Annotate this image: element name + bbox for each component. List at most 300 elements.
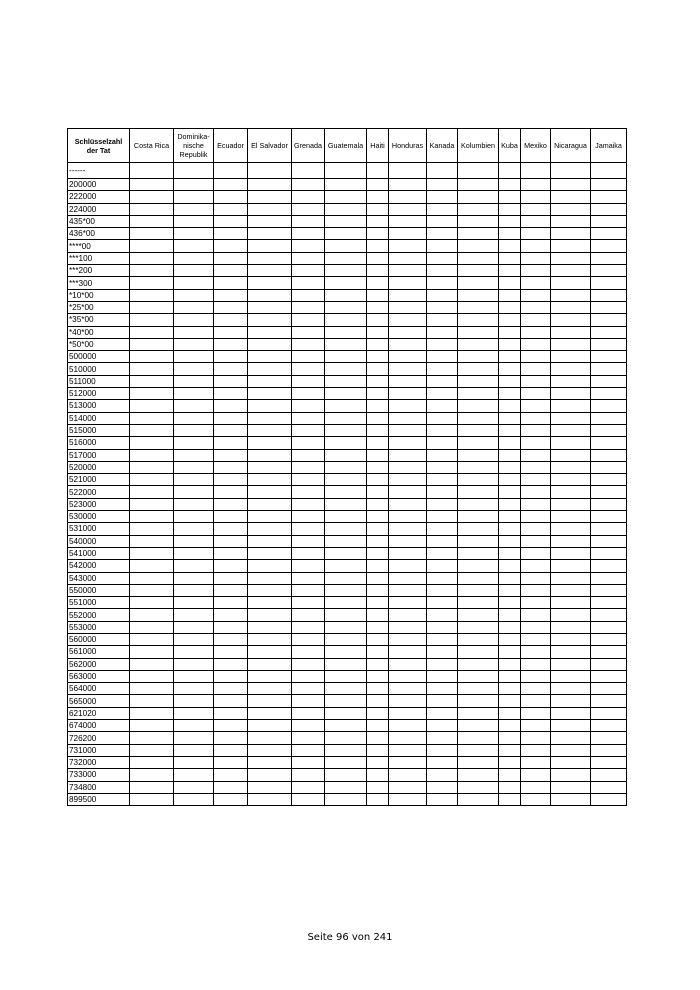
empty-cell bbox=[427, 351, 458, 363]
empty-cell bbox=[427, 289, 458, 301]
empty-cell bbox=[130, 486, 174, 498]
empty-cell bbox=[389, 720, 427, 732]
empty-cell bbox=[367, 301, 389, 313]
empty-cell bbox=[130, 314, 174, 326]
empty-cell bbox=[174, 609, 214, 621]
empty-cell bbox=[174, 486, 214, 498]
empty-cell bbox=[427, 511, 458, 523]
empty-cell bbox=[214, 769, 248, 781]
empty-cell bbox=[521, 240, 551, 252]
empty-cell bbox=[174, 163, 214, 179]
empty-cell bbox=[427, 670, 458, 682]
empty-cell bbox=[499, 449, 521, 461]
empty-cell bbox=[458, 461, 499, 473]
empty-cell bbox=[292, 646, 325, 658]
empty-cell bbox=[248, 388, 292, 400]
empty-cell bbox=[292, 609, 325, 621]
empty-cell bbox=[591, 609, 627, 621]
empty-cell bbox=[499, 695, 521, 707]
empty-cell bbox=[458, 670, 499, 682]
header-line: Ecuador bbox=[217, 141, 244, 150]
empty-cell bbox=[367, 584, 389, 596]
key-cell: 530000 bbox=[68, 511, 130, 523]
empty-cell bbox=[130, 301, 174, 313]
empty-cell bbox=[458, 265, 499, 277]
empty-cell bbox=[551, 560, 591, 572]
key-cell: ***300 bbox=[68, 277, 130, 289]
empty-cell bbox=[248, 560, 292, 572]
key-cell: 731000 bbox=[68, 744, 130, 756]
empty-cell bbox=[367, 228, 389, 240]
empty-cell bbox=[521, 301, 551, 313]
empty-cell bbox=[499, 351, 521, 363]
empty-cell bbox=[521, 265, 551, 277]
empty-cell bbox=[591, 363, 627, 375]
empty-cell bbox=[389, 191, 427, 203]
table-row bbox=[68, 191, 627, 203]
empty-cell bbox=[367, 547, 389, 559]
empty-cell bbox=[130, 646, 174, 658]
empty-cell bbox=[499, 424, 521, 436]
empty-cell bbox=[551, 265, 591, 277]
empty-cell bbox=[389, 375, 427, 387]
key-cell: 500000 bbox=[68, 351, 130, 363]
empty-cell bbox=[367, 203, 389, 215]
key-cell: 565000 bbox=[68, 695, 130, 707]
empty-cell bbox=[427, 461, 458, 473]
empty-cell bbox=[458, 633, 499, 645]
key-cell: 621020 bbox=[68, 707, 130, 719]
empty-cell bbox=[367, 338, 389, 350]
key-cell: 510000 bbox=[68, 363, 130, 375]
table-row bbox=[68, 461, 627, 473]
empty-cell bbox=[427, 474, 458, 486]
empty-cell bbox=[458, 535, 499, 547]
empty-cell bbox=[551, 388, 591, 400]
empty-cell bbox=[521, 793, 551, 805]
empty-cell bbox=[325, 449, 367, 461]
empty-cell bbox=[367, 498, 389, 510]
empty-cell bbox=[551, 511, 591, 523]
empty-cell bbox=[130, 511, 174, 523]
empty-cell bbox=[130, 793, 174, 805]
empty-cell bbox=[130, 658, 174, 670]
country-column-header bbox=[591, 129, 627, 163]
empty-cell bbox=[174, 191, 214, 203]
empty-cell bbox=[591, 424, 627, 436]
empty-cell bbox=[427, 646, 458, 658]
empty-cell bbox=[551, 203, 591, 215]
empty-cell bbox=[551, 363, 591, 375]
empty-cell bbox=[325, 412, 367, 424]
empty-cell bbox=[499, 498, 521, 510]
empty-cell bbox=[292, 400, 325, 412]
empty-cell bbox=[551, 449, 591, 461]
empty-cell bbox=[499, 215, 521, 227]
empty-cell bbox=[325, 314, 367, 326]
table-row bbox=[68, 486, 627, 498]
empty-cell bbox=[551, 609, 591, 621]
empty-cell bbox=[551, 523, 591, 535]
empty-cell bbox=[551, 351, 591, 363]
empty-cell bbox=[521, 338, 551, 350]
empty-cell bbox=[521, 633, 551, 645]
empty-cell bbox=[521, 597, 551, 609]
empty-cell bbox=[367, 744, 389, 756]
empty-cell bbox=[292, 572, 325, 584]
empty-cell bbox=[214, 756, 248, 768]
empty-cell bbox=[499, 301, 521, 313]
empty-cell bbox=[325, 498, 367, 510]
empty-cell bbox=[551, 547, 591, 559]
key-cell: 674000 bbox=[68, 720, 130, 732]
empty-cell bbox=[458, 424, 499, 436]
empty-cell bbox=[174, 584, 214, 596]
empty-cell bbox=[521, 695, 551, 707]
key-cell: 733000 bbox=[68, 769, 130, 781]
empty-cell bbox=[130, 424, 174, 436]
empty-cell bbox=[499, 756, 521, 768]
empty-cell bbox=[389, 412, 427, 424]
empty-cell bbox=[591, 486, 627, 498]
empty-cell bbox=[551, 793, 591, 805]
empty-cell bbox=[591, 179, 627, 191]
empty-cell bbox=[130, 191, 174, 203]
empty-cell bbox=[389, 163, 427, 179]
empty-cell bbox=[499, 609, 521, 621]
empty-cell bbox=[521, 228, 551, 240]
empty-cell bbox=[427, 388, 458, 400]
empty-cell bbox=[174, 633, 214, 645]
country-column-header bbox=[214, 129, 248, 163]
empty-cell bbox=[521, 769, 551, 781]
table-row bbox=[68, 670, 627, 682]
empty-cell bbox=[458, 646, 499, 658]
empty-cell bbox=[130, 720, 174, 732]
empty-cell bbox=[521, 547, 551, 559]
key-cell: 531000 bbox=[68, 523, 130, 535]
empty-cell bbox=[248, 326, 292, 338]
empty-cell bbox=[521, 744, 551, 756]
header-line: Schlüsselzahl bbox=[74, 136, 123, 146]
empty-cell bbox=[551, 277, 591, 289]
empty-cell bbox=[174, 388, 214, 400]
empty-cell bbox=[458, 658, 499, 670]
empty-cell bbox=[248, 474, 292, 486]
empty-cell bbox=[499, 658, 521, 670]
empty-cell bbox=[130, 449, 174, 461]
empty-cell bbox=[325, 523, 367, 535]
empty-cell bbox=[521, 572, 551, 584]
empty-cell bbox=[551, 633, 591, 645]
empty-cell bbox=[174, 228, 214, 240]
empty-cell bbox=[591, 633, 627, 645]
empty-cell bbox=[591, 240, 627, 252]
empty-cell bbox=[591, 572, 627, 584]
table-row bbox=[68, 744, 627, 756]
empty-cell bbox=[130, 412, 174, 424]
key-cell: *25*00 bbox=[68, 301, 130, 313]
empty-cell bbox=[499, 240, 521, 252]
empty-cell bbox=[427, 523, 458, 535]
empty-cell bbox=[174, 720, 214, 732]
empty-cell bbox=[521, 400, 551, 412]
empty-cell bbox=[591, 597, 627, 609]
table-body bbox=[68, 163, 627, 806]
empty-cell bbox=[499, 326, 521, 338]
empty-cell bbox=[325, 535, 367, 547]
empty-cell bbox=[551, 375, 591, 387]
empty-cell bbox=[325, 707, 367, 719]
empty-cell bbox=[458, 191, 499, 203]
key-cell: 222000 bbox=[68, 191, 130, 203]
empty-cell bbox=[174, 265, 214, 277]
empty-cell bbox=[499, 511, 521, 523]
empty-cell bbox=[367, 486, 389, 498]
empty-cell bbox=[458, 732, 499, 744]
table-row bbox=[68, 326, 627, 338]
empty-cell bbox=[325, 670, 367, 682]
empty-cell bbox=[521, 179, 551, 191]
empty-cell bbox=[248, 670, 292, 682]
empty-cell bbox=[499, 633, 521, 645]
empty-cell bbox=[367, 412, 389, 424]
empty-cell bbox=[130, 609, 174, 621]
empty-cell bbox=[292, 498, 325, 510]
header-line: Grenada bbox=[294, 141, 322, 150]
empty-cell bbox=[248, 535, 292, 547]
empty-cell bbox=[551, 572, 591, 584]
table-row bbox=[68, 314, 627, 326]
empty-cell bbox=[325, 240, 367, 252]
empty-cell bbox=[130, 375, 174, 387]
empty-cell bbox=[248, 437, 292, 449]
empty-cell bbox=[458, 301, 499, 313]
empty-cell bbox=[521, 363, 551, 375]
empty-cell bbox=[427, 326, 458, 338]
key-cell: 200000 bbox=[68, 179, 130, 191]
empty-cell bbox=[325, 511, 367, 523]
empty-cell bbox=[367, 289, 389, 301]
empty-cell bbox=[427, 252, 458, 264]
table-row bbox=[68, 203, 627, 215]
table-row bbox=[68, 523, 627, 535]
empty-cell bbox=[389, 732, 427, 744]
empty-cell bbox=[521, 163, 551, 179]
country-column-header bbox=[499, 129, 521, 163]
header-line: Honduras bbox=[391, 141, 424, 150]
empty-cell bbox=[174, 326, 214, 338]
empty-cell bbox=[458, 486, 499, 498]
empty-cell bbox=[367, 511, 389, 523]
empty-cell bbox=[248, 314, 292, 326]
empty-cell bbox=[591, 228, 627, 240]
empty-cell bbox=[248, 781, 292, 793]
table-row bbox=[68, 633, 627, 645]
empty-cell bbox=[325, 658, 367, 670]
empty-cell bbox=[591, 511, 627, 523]
header-line: Dominika- bbox=[177, 132, 210, 141]
empty-cell bbox=[389, 756, 427, 768]
empty-cell bbox=[292, 744, 325, 756]
empty-cell bbox=[214, 683, 248, 695]
empty-cell bbox=[551, 732, 591, 744]
table-row bbox=[68, 781, 627, 793]
key-cell: ***100 bbox=[68, 252, 130, 264]
empty-cell bbox=[427, 547, 458, 559]
empty-cell bbox=[458, 289, 499, 301]
empty-cell bbox=[325, 437, 367, 449]
empty-cell bbox=[130, 732, 174, 744]
empty-cell bbox=[499, 486, 521, 498]
empty-cell bbox=[458, 163, 499, 179]
key-cell: 511000 bbox=[68, 375, 130, 387]
empty-cell bbox=[499, 646, 521, 658]
empty-cell bbox=[389, 560, 427, 572]
empty-cell bbox=[521, 203, 551, 215]
empty-cell bbox=[292, 252, 325, 264]
empty-cell bbox=[214, 163, 248, 179]
empty-cell bbox=[248, 744, 292, 756]
empty-cell bbox=[389, 351, 427, 363]
empty-cell bbox=[367, 720, 389, 732]
empty-cell bbox=[292, 547, 325, 559]
empty-cell bbox=[174, 461, 214, 473]
key-cell: 560000 bbox=[68, 633, 130, 645]
header-line: Kuba bbox=[501, 141, 518, 150]
empty-cell bbox=[292, 388, 325, 400]
empty-cell bbox=[248, 277, 292, 289]
empty-cell bbox=[367, 732, 389, 744]
empty-cell bbox=[521, 424, 551, 436]
empty-cell bbox=[521, 461, 551, 473]
empty-cell bbox=[214, 289, 248, 301]
empty-cell bbox=[130, 633, 174, 645]
empty-cell bbox=[130, 695, 174, 707]
empty-cell bbox=[427, 498, 458, 510]
empty-cell bbox=[427, 732, 458, 744]
empty-cell bbox=[214, 400, 248, 412]
empty-cell bbox=[458, 179, 499, 191]
empty-cell bbox=[389, 658, 427, 670]
empty-cell bbox=[458, 560, 499, 572]
country-column-header bbox=[389, 129, 427, 163]
empty-cell bbox=[130, 769, 174, 781]
empty-cell bbox=[389, 609, 427, 621]
table-row bbox=[68, 437, 627, 449]
empty-cell bbox=[292, 793, 325, 805]
empty-cell bbox=[174, 670, 214, 682]
header-line: der Tat bbox=[86, 145, 111, 155]
empty-cell bbox=[521, 215, 551, 227]
key-cell: *35*00 bbox=[68, 314, 130, 326]
empty-cell bbox=[521, 560, 551, 572]
empty-cell bbox=[591, 449, 627, 461]
empty-cell bbox=[427, 572, 458, 584]
empty-cell bbox=[248, 265, 292, 277]
empty-cell bbox=[130, 621, 174, 633]
empty-cell bbox=[292, 338, 325, 350]
empty-cell bbox=[389, 400, 427, 412]
empty-cell bbox=[292, 289, 325, 301]
key-cell: ****00 bbox=[68, 240, 130, 252]
empty-cell bbox=[427, 203, 458, 215]
empty-cell bbox=[325, 769, 367, 781]
empty-cell bbox=[292, 732, 325, 744]
empty-cell bbox=[458, 621, 499, 633]
empty-cell bbox=[248, 511, 292, 523]
empty-cell bbox=[591, 215, 627, 227]
country-column-header bbox=[325, 129, 367, 163]
empty-cell bbox=[499, 363, 521, 375]
header-line: El Salvador bbox=[251, 141, 288, 150]
empty-cell bbox=[521, 314, 551, 326]
empty-cell bbox=[389, 511, 427, 523]
empty-cell bbox=[248, 486, 292, 498]
empty-cell bbox=[174, 240, 214, 252]
empty-cell bbox=[248, 203, 292, 215]
country-column-header bbox=[427, 129, 458, 163]
empty-cell bbox=[248, 252, 292, 264]
empty-cell bbox=[591, 670, 627, 682]
empty-cell bbox=[367, 756, 389, 768]
empty-cell bbox=[591, 732, 627, 744]
empty-cell bbox=[367, 449, 389, 461]
empty-cell bbox=[591, 621, 627, 633]
empty-cell bbox=[174, 535, 214, 547]
empty-cell bbox=[174, 314, 214, 326]
empty-cell bbox=[499, 572, 521, 584]
empty-cell bbox=[551, 326, 591, 338]
empty-cell bbox=[292, 523, 325, 535]
empty-cell bbox=[214, 609, 248, 621]
empty-cell bbox=[499, 252, 521, 264]
empty-cell bbox=[458, 547, 499, 559]
empty-cell bbox=[389, 326, 427, 338]
empty-cell bbox=[551, 240, 591, 252]
empty-cell bbox=[292, 314, 325, 326]
empty-cell bbox=[499, 732, 521, 744]
empty-cell bbox=[325, 277, 367, 289]
empty-cell bbox=[458, 609, 499, 621]
empty-cell bbox=[427, 658, 458, 670]
empty-cell bbox=[292, 621, 325, 633]
empty-cell bbox=[427, 621, 458, 633]
table-row bbox=[68, 756, 627, 768]
empty-cell bbox=[325, 756, 367, 768]
empty-cell bbox=[248, 375, 292, 387]
empty-cell bbox=[427, 163, 458, 179]
empty-cell bbox=[389, 535, 427, 547]
table-row bbox=[68, 535, 627, 547]
table-row bbox=[68, 498, 627, 510]
empty-cell bbox=[499, 597, 521, 609]
empty-cell bbox=[458, 203, 499, 215]
empty-cell bbox=[458, 683, 499, 695]
empty-cell bbox=[499, 400, 521, 412]
empty-cell bbox=[458, 523, 499, 535]
empty-cell bbox=[292, 769, 325, 781]
empty-cell bbox=[248, 412, 292, 424]
empty-cell bbox=[458, 388, 499, 400]
empty-cell bbox=[174, 597, 214, 609]
table-row bbox=[68, 769, 627, 781]
empty-cell bbox=[174, 732, 214, 744]
empty-cell bbox=[130, 474, 174, 486]
empty-cell bbox=[427, 179, 458, 191]
empty-cell bbox=[248, 756, 292, 768]
empty-cell bbox=[427, 720, 458, 732]
